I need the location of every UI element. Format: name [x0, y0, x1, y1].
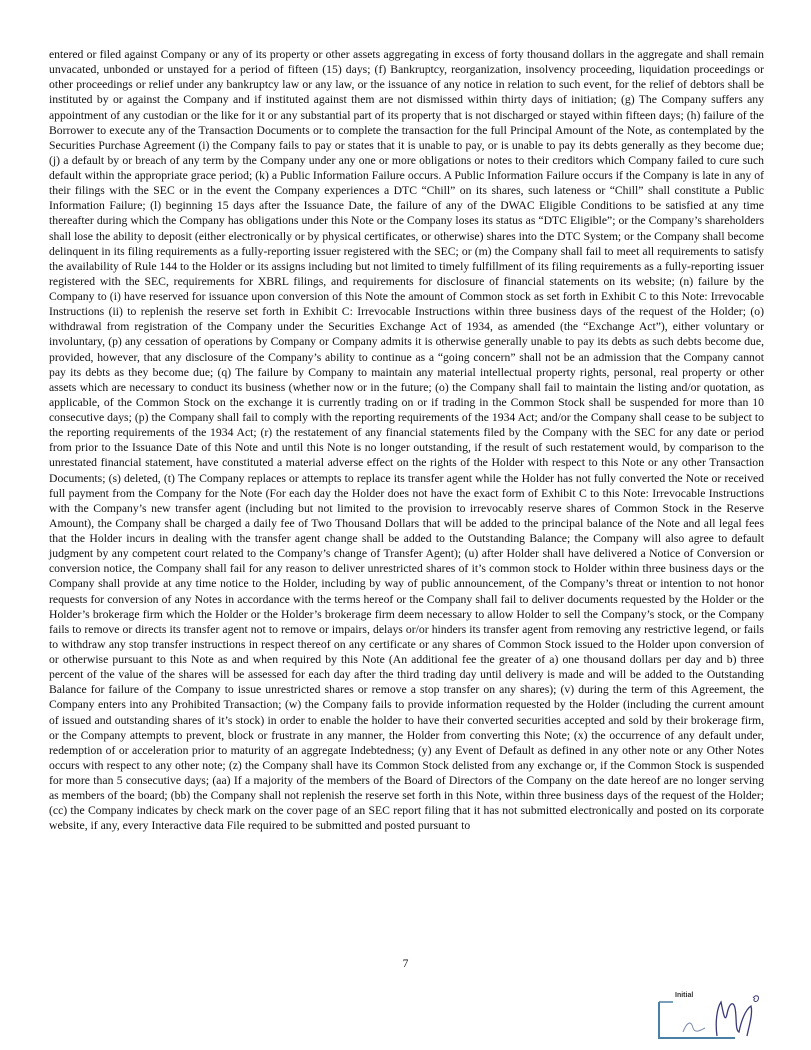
initial-label: Initial [675, 992, 694, 999]
initial-signature-box [655, 992, 765, 1042]
body-paragraph: entered or filed against Company or any of its property or other assets aggregating in excess of forty thousand dollars in the aggregate and shall remain unvacated, unbonded or unstayed for a period of fifteen (15) days; (f) Bankruptcy, reorganization, insolvency proceeding, liquidation proceedings or other proceedings or relief under any bankruptcy law or any law, or the issuance of any notice in relation to such event, for the relief of debtors shall be instituted by or against the Company and if instituted against them are not dismissed within thirty days of initiation; (g) The Company suffers any appointment of any custodian or the like for it or any substantial part of its property that is not discharged or stayed within fifteen days; (h) failure of the Borrower to execute any of the Transaction Documents or to complete the transaction for the full Principal Amount of the Note, as contemplated by the Securities Purchase Agreement (i) the Company fails to pay or states that it is unable to pay, or is unable to pay its debts generally as they become due; (j) a default by or breach of any term by the Company under any one or more obligations or notes to their creditors which Company failed to cure such default within the appropriate grace period; (k) a Public Information Failure occurs. A Public Information Failure occurs if the Company is late in any of their filings with the SEC or in the event the Company experiences a DTC “Chill” on its shares, such lateness or “Chill” shall constitute a Public Information Failure; (l) beginning 15 days after the Issuance Date, the failure of any of the DWAC Eligible Conditions to be satisfied at any time thereafter during which the Company has obligations under this Note or the Company loses its status as “DTC Eligible”; or the Company’s shareholders shall lose the ability to deposit (either electronically or by physical certificates, or otherwise) shares into the DTC System; or the Company shall become delinquent in its filing requirements as a fully-reporting issuer registered with the SEC; or (m) the Company shall fail to meet all requirements to satisfy the availability of Rule 144 to the Holder or its assigns including but not limited to timely fulfillment of its filing requirements as a fully-reporting issuer registered with the SEC, requirements for XBRL filings, and requirements for disclosure of financial statements on its website; (n) failure by the Company to (i) have reserved for issuance upon conversion of this Note the amount of Common stock as set forth in Exhibit C to this Note: Irrevocable Instructions (ii) to replenish the reserve set forth in Exhibit C: Irrevocable Instructions within three business days of the request of the Holder; (o) withdrawal from registration of the Company under the Securities Exchange Act of 1934, as amended (the “Exchange Act”), either voluntary or involuntary, (p) any cessation of operations by Company or Company admits it is otherwise generally unable to pay its debts as such debts become due, provided, however, that any disclosure of the Company’s ability to continue as a “going concern” shall not be an admission that the Company cannot pay its debts as they become due; (q) The failure by Company to maintain any material intellectual property rights, personal, real property or other assets which are necessary to conduct its business (whether now or in the future; (o) the Company shall fail to maintain the listing and/or quotation, as applicable, of the Common Stock on the exchange it is currently trading on or if trading in the Common Stock shall be suspended for more than 10 consecutive days; (p) the Company shall fail to comply with the reporting requirements of the 1934 Act; and/or the Company shall cease to be subject to the reporting requirements of the 1934 Act; (r) the restatement of any financial statements filed by the Company with the SEC for any date or period from prior to the Issuance Date of this Note and until this Note is no longer outstanding, if the result of such restatement would, by comparison to the unrestated financial statement, have constituted a material adverse effect on the rights of the Holder with respect to this Note or any other Transaction Documents; (s) deleted, (t) The Company replaces or attempts to replace its transfer agent while the Holder has not fully converted the Note or received full payment from the Company for the Note (For each day the Holder does not have the exact form of Exhibit C to this Note: Irrevocable Instructions with the Company’s new transfer agent (including but not limited to the provision to irrevocably reserve shares of Common Stock in the Reserve Amount), the Company shall be charged a daily fee of Two Thousand Dollars that will be added to the principal balance of the Note and all legal fees that the Holder incurs in dealing with the transfer agent change shall be added to the Outstanding Balance; the Company will also agree to default judgment by any competent court related to the Company’s change of Transfer Agent); (u) after Holder shall have delivered a Notice of Conversion or conversion notice, the Company shall fail for any reason to deliver unrestricted shares of it’s common stock to Holder within three business days or the Company shall provide at any time notice to the Holder, including by way of public announcement, of the Company’s threat or intention to not honor requests for conversion of any Notes in accordance with the terms hereof or the Company shall fail to deliver documents requested by the Holder or the Holder’s brokerage firm which the Holder or the Holder’s brokerage firm deem necessary to allow Holder to sell the Company’s stock, or the Company fails to remove or directs its transfer agent not to remove or impairs, delays or/or hinders its transfer agent from removing any restrictive legend, or fails to withdraw any stop transfer instructions in respect thereof on any certificate or any shares of Common Stock issued to the Holder upon conversion of or otherwise pursuant to this Note as and when required by this Note (An additional fee the greater of a) one thousand dollars per day and b) three percent of the value of the shares will be assessed for each day after the third trading day until delivery is made and will be added to the Outstanding Balance for failure of the Company to issue unrestricted shares or remove a stop transfer on any shares); (v) during the term of this Agreement, the Company enters into any Prohibited Transaction; (w) the Company fails to provide information requested by the Holder (including the current amount of issued and outstanding shares of it’s stock) in order to enable the holder to have their converted securities accepted and sold by their brokerage firm, or the Company attempts to prevent, block or frustrate in any manner, the Holder from converting this Note; (x) the occurrence of any default under, redemption of or acceleration prior to maturity of an aggregate Indebtedness; (y) any Event of Default as defined in any other note or any Other Notes occurs with respect to any other note; (z) the Company shall have its Common Stock delisted from any exchange or, if the Common Stock is suspended for more than 5 consecutive days; (aa) If a majority of the members of the Board of Directors of the Company on the date hereof are no longer serving as members of the board; (bb) the Company shall not replenish the reserve set forth in this Note, within three business days of the request of the Holder; (cc) the Company indicates by check mark on the cover page of an SEC report filing that it has not submitted electronically and posted on its corporate website, if any, every Interactive data File required to be submitted and posted pursuant to [49, 48, 764, 833]
signature-icon [716, 1002, 751, 1036]
initial-mark-icon [683, 1023, 705, 1032]
page-number: 7 [402, 958, 409, 970]
